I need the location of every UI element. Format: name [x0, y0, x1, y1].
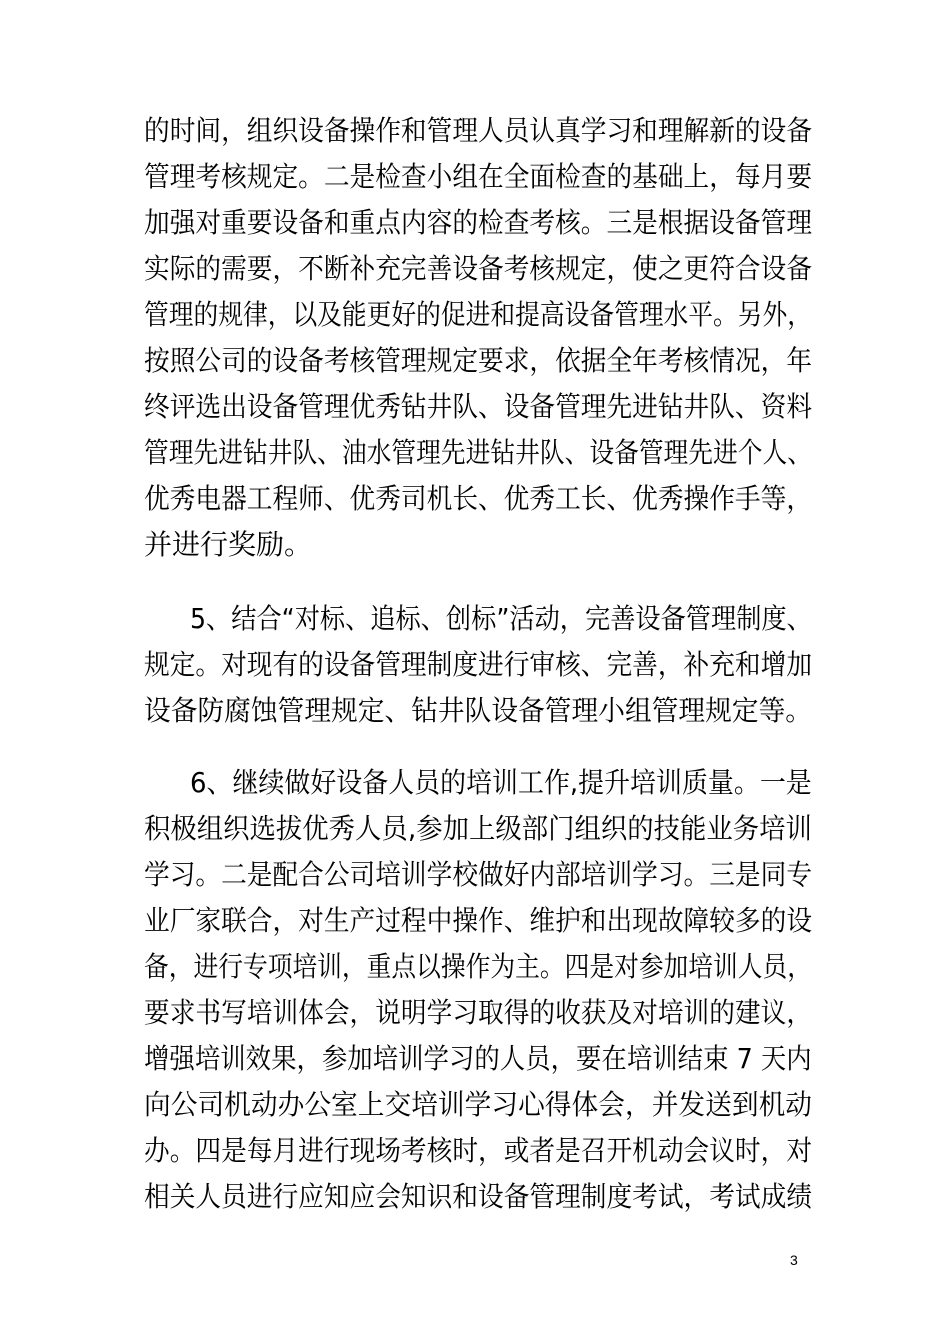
text-line: 5、结合“对标、追标、创标”活动，完善设备管理制度、 [190, 602, 812, 635]
text-line: 的时间，组织设备操作和管理人员认真学习和理解新的设备 [144, 114, 813, 147]
text-line: 向公司机动办公室上交培训学习心得体会，并发送到机动 [144, 1088, 813, 1121]
text-line: 学习。二是配合公司培训学校做好内部培训学习。三是同专 [144, 858, 813, 891]
text-line: 实际的需要，不断补充完善设备考核规定，使之更符合设备 [144, 252, 813, 285]
text-line: 加强对重要设备和重点内容的检查考核。三是根据设备管理 [144, 206, 813, 239]
text-line: 设备防腐蚀管理规定、钻井队设备管理小组管理规定等。 [144, 694, 813, 727]
text-line: 管理先进钻井队、油水管理先进钻井队、设备管理先进个人、 [144, 436, 813, 469]
text-line: 积极组织选拔优秀人员,参加上级部门组织的技能业务培训 [144, 812, 812, 845]
text-line: 规定。对现有的设备管理制度进行审核、完善，补充和增加 [144, 648, 813, 681]
text-line: 要求书写培训体会，说明学习取得的收获及对培训的建议， [144, 996, 813, 1029]
text-line: 管理的规律，以及能更好的促进和提高设备管理水平。另外， [144, 298, 813, 331]
text-line: 备，进行专项培训，重点以操作为主。四是对参加培训人员， [144, 950, 813, 983]
text-line: 6、继续做好设备人员的培训工作,提升培训质量。一是 [190, 766, 812, 799]
text-line: 管理考核规定。二是检查小组在全面检查的基础上，每月要 [144, 160, 813, 193]
text-line: 相关人员进行应知应会知识和设备管理制度考试，考试成绩 [144, 1180, 813, 1213]
text-line: 业厂家联合，对生产过程中操作、维护和出现故障较多的设 [144, 904, 813, 937]
text-line: 优秀电器工程师、优秀司机长、优秀工长、优秀操作手等， [144, 482, 813, 515]
text-line: 按照公司的设备考核管理规定要求，依据全年考核情况，年 [144, 344, 813, 377]
text-line: 增强培训效果，参加培训学习的人员，要在培训结束 7 天内 [144, 1042, 812, 1075]
text-line: 办。四是每月进行现场考核时，或者是召开机动会议时，对 [144, 1134, 813, 1167]
page-number: 3 [790, 1252, 798, 1268]
text-line: 并进行奖励。 [144, 528, 313, 561]
text-line: 终评选出设备管理优秀钻井队、设备管理先进钻井队、资料 [144, 390, 813, 423]
